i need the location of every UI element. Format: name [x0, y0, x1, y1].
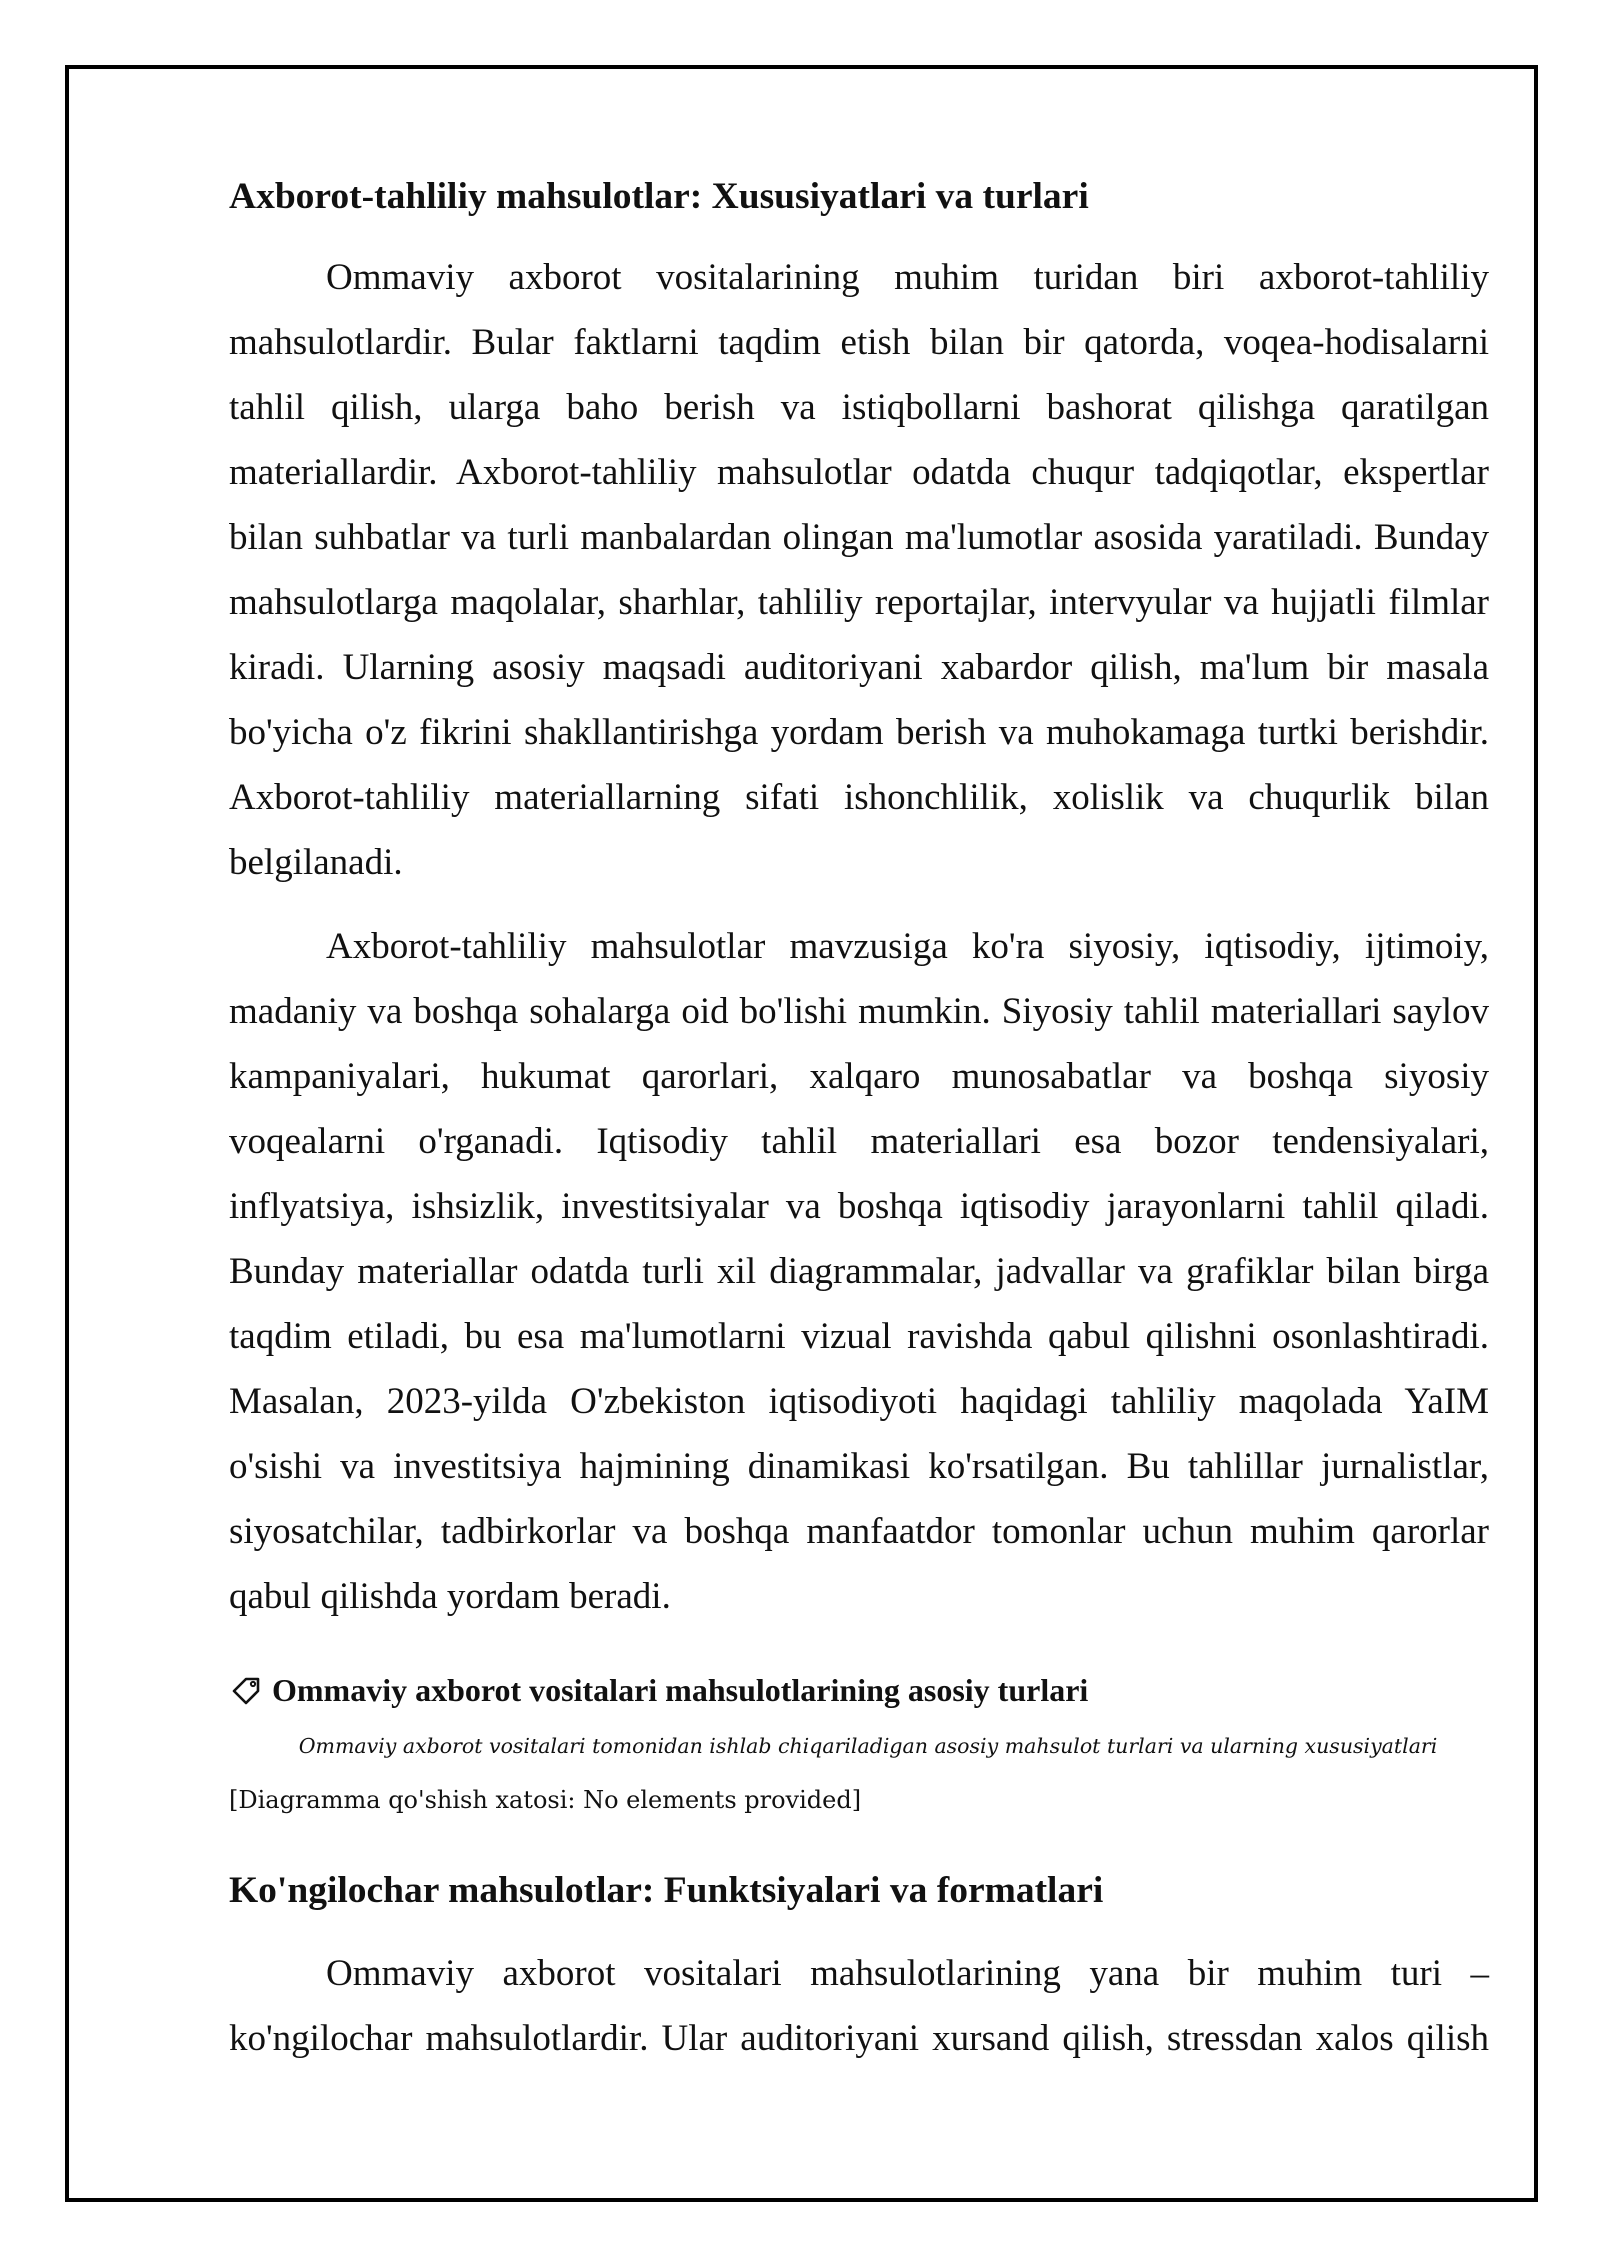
paragraph-line: inflyatsiya, ishsizlik, investitsiyalar va boshqa iqtisodiy jarayonlarni tahlil qiladi.: [229, 1186, 1489, 1227]
paragraph-line: Ommaviy axborot vositalarining muhim turidan biri axborot-tahliliy: [326, 257, 1489, 298]
paragraph-line: voqealarni o'rganadi. Iqtisodiy tahlil materiallari esa bozor tendensiyalari,: [229, 1121, 1489, 1162]
paragraph-line: Axborot-tahliliy mahsulotlar mavzusiga ko'ra siyosiy, iqtisodiy, ijtimoiy,: [326, 926, 1489, 967]
diagram-title: Ommaviy axborot vositalari mahsulotlarining asosiy turlari: [272, 1672, 1089, 1708]
paragraph: [229, 245, 1489, 895]
paragraph: [229, 1941, 1489, 2071]
paragraph-line: bo'yicha o'z fikrini shakllantirishga yordam berish va muhokamaga turtki berishdir.: [229, 712, 1489, 753]
paragraph-line: mahsulotlarga maqolalar, sharhlar, tahliliy reportajlar, intervyular va hujjatli filmlar: [229, 582, 1489, 623]
paragraph-line: Axborot-tahliliy materiallarning sifati ishonchlilik, xolislik va chuqurlik bilan: [229, 777, 1489, 818]
paragraph-line: kampaniyalari, hukumat qarorlari, xalqaro munosabatlar va boshqa siyosiy: [229, 1056, 1489, 1097]
diagram-header: [231, 1670, 1088, 1710]
paragraph-line: ko'ngilochar mahsulotlardir. Ular auditoriyani xursand qilish, stressdan xalos qilish: [229, 2018, 1489, 2059]
diagram-error-message: [Diagramma qo'shish xatosi: No elements provided]: [229, 1786, 862, 1814]
paragraph-line: belgilanadi.: [229, 842, 403, 883]
section-heading: Ko'ngilochar mahsulotlar: Funktsiyalari va formatlari: [229, 1870, 1104, 1911]
paragraph-line: o'sishi va investitsiya hajmining dinamikasi ko'rsatilgan. Bu tahlillar jurnalistlar,: [229, 1446, 1489, 1487]
paragraph-line: Masalan, 2023-yilda O'zbekiston iqtisodiyoti haqidagi tahliliy maqolada YaIM: [229, 1381, 1489, 1422]
diagram-caption: Ommaviy axborot vositalari tomonidan ishlab chiqariladigan asosiy mahsulot turlari va ularning xususiyatlari: [298, 1734, 1438, 1758]
tag-icon: [231, 1674, 263, 1706]
paragraph-line: kiradi. Ularning asosiy maqsadi auditoriyani xabardor qilish, ma'lum bir masala: [229, 647, 1489, 688]
paragraph-line: materiallardir. Axborot-tahliliy mahsulotlar odatda chuqur tadqiqotlar, ekspertlar: [229, 452, 1489, 493]
paragraph-line: bilan suhbatlar va turli manbalardan olingan ma'lumotlar asosida yaratiladi. Bunday: [229, 517, 1489, 558]
paragraph-line: madaniy va boshqa sohalarga oid bo'lishi mumkin. Siyosiy tahlil materiallari saylov: [229, 991, 1489, 1032]
paragraph-line: Bunday materiallar odatda turli xil diagrammalar, jadvallar va grafiklar bilan birga: [229, 1251, 1489, 1292]
paragraph-line: qabul qilishda yordam beradi.: [229, 1576, 671, 1617]
paragraph: [229, 914, 1489, 1629]
paragraph-line: mahsulotlardir. Bular faktlarni taqdim etish bilan bir qatorda, voqea-hodisalarni: [229, 322, 1489, 363]
paragraph-line: Ommaviy axborot vositalari mahsulotlarining yana bir muhim turi –: [326, 1953, 1489, 1994]
section-heading: Axborot-tahliliy mahsulotlar: Xususiyatlari va turlari: [229, 176, 1089, 217]
paragraph-line: tahlil qilish, ularga baho berish va istiqbollarni bashorat qilishga qaratilgan: [229, 387, 1489, 428]
paragraph-line: siyosatchilar, tadbirkorlar va boshqa manfaatdor tomonlar uchun muhim qarorlar: [229, 1511, 1489, 1552]
paragraph-line: taqdim etiladi, bu esa ma'lumotlarni vizual ravishda qabul qilishni osonlashtiradi.: [229, 1316, 1489, 1357]
